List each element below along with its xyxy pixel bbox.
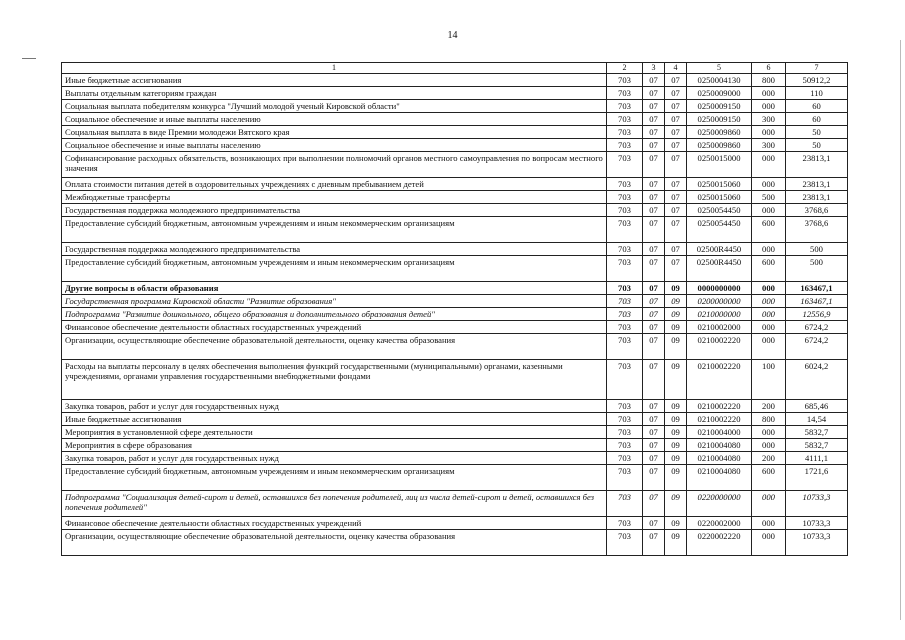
cell-vr: 000 <box>752 126 786 139</box>
cell-sum: 4111,1 <box>786 452 848 465</box>
cell-csr: 0250015060 <box>687 191 752 204</box>
cell-pr: 09 <box>665 321 687 334</box>
table-row <box>62 400 848 413</box>
cell-name: Подпрограмма "Социализация детей-сирот и детей, оставшихся без попечения родителей, лиц из числа детей-сирот и детей, оставшихся без попечения родителей" <box>62 491 607 517</box>
table-row <box>62 334 848 360</box>
cell-rz: 07 <box>643 439 665 452</box>
cell-rz: 07 <box>643 400 665 413</box>
cell-rz: 07 <box>643 256 665 282</box>
cell-vr: 000 <box>752 178 786 191</box>
table-row <box>62 321 848 334</box>
table-row <box>62 439 848 452</box>
cell-csr: 0210002220 <box>687 360 752 400</box>
cell-rz: 07 <box>643 139 665 152</box>
cell-csr: 0210004080 <box>687 439 752 452</box>
cell-csr: 0210002220 <box>687 413 752 426</box>
cell-ved: 703 <box>607 139 643 152</box>
cell-ved: 703 <box>607 204 643 217</box>
cell-rz: 07 <box>643 321 665 334</box>
cell-ved: 703 <box>607 74 643 87</box>
cell-csr: 0210004080 <box>687 452 752 465</box>
header-cell: 1 <box>62 63 607 74</box>
cell-rz: 07 <box>643 152 665 178</box>
cell-sum: 3768,6 <box>786 204 848 217</box>
table-row <box>62 139 848 152</box>
cell-rz: 07 <box>643 452 665 465</box>
cell-name: Мероприятия в установленной сфере деятельности <box>62 426 607 439</box>
cell-ved: 703 <box>607 243 643 256</box>
cell-name: Социальное обеспечение и иные выплаты населению <box>62 113 607 126</box>
cell-vr: 000 <box>752 152 786 178</box>
cell-csr: 02500R4450 <box>687 256 752 282</box>
cell-csr: 0210004000 <box>687 426 752 439</box>
table-row <box>62 530 848 556</box>
table-row <box>62 517 848 530</box>
cell-vr: 000 <box>752 334 786 360</box>
cell-name: Другие вопросы в области образования <box>62 282 607 295</box>
table-row <box>62 87 848 100</box>
cell-ved: 703 <box>607 191 643 204</box>
cell-sum: 5832,7 <box>786 439 848 452</box>
cell-ved: 703 <box>607 426 643 439</box>
cell-rz: 07 <box>643 113 665 126</box>
cell-ved: 703 <box>607 439 643 452</box>
cell-vr: 000 <box>752 321 786 334</box>
cell-ved: 703 <box>607 152 643 178</box>
cell-rz: 07 <box>643 491 665 517</box>
cell-name: Государственная поддержка молодежного предпринимательства <box>62 204 607 217</box>
table-row <box>62 243 848 256</box>
cell-rz: 07 <box>643 517 665 530</box>
cell-ved: 703 <box>607 295 643 308</box>
cell-rz: 07 <box>643 74 665 87</box>
cell-ved: 703 <box>607 465 643 491</box>
cell-pr: 07 <box>665 113 687 126</box>
cell-pr: 09 <box>665 517 687 530</box>
cell-name: Оплата стоимости питания детей в оздоровительных учреждениях с дневным пребыванием детей <box>62 178 607 191</box>
cell-vr: 200 <box>752 400 786 413</box>
cell-csr: 0250054450 <box>687 204 752 217</box>
cell-sum: 3768,6 <box>786 217 848 243</box>
cell-vr: 000 <box>752 530 786 556</box>
cell-vr: 500 <box>752 191 786 204</box>
cell-ved: 703 <box>607 308 643 321</box>
cell-name: Иные бюджетные ассигнования <box>62 74 607 87</box>
cell-rz: 07 <box>643 243 665 256</box>
table-row <box>62 256 848 282</box>
cell-sum: 50 <box>786 126 848 139</box>
cell-name: Подпрограмма "Развитие дошкольного, общего образования и дополнительного образования детей" <box>62 308 607 321</box>
cell-rz: 07 <box>643 282 665 295</box>
cell-pr: 07 <box>665 256 687 282</box>
cell-sum: 10733,3 <box>786 517 848 530</box>
cell-vr: 300 <box>752 113 786 126</box>
page-edge-line <box>900 40 901 620</box>
cell-csr: 0250009150 <box>687 113 752 126</box>
cell-pr: 09 <box>665 491 687 517</box>
table-row <box>62 113 848 126</box>
cell-csr: 0220002000 <box>687 517 752 530</box>
cell-ved: 703 <box>607 256 643 282</box>
cell-vr: 000 <box>752 243 786 256</box>
cell-csr: 0210002220 <box>687 400 752 413</box>
header-cell: 2 <box>607 63 643 74</box>
cell-sum: 110 <box>786 87 848 100</box>
table-row <box>62 178 848 191</box>
cell-rz: 07 <box>643 178 665 191</box>
table-row <box>62 308 848 321</box>
cell-name: Организации, осуществляющие обеспечение образовательной деятельности, оценку качества образования <box>62 530 607 556</box>
cell-name: Расходы на выплаты персоналу в целях обеспечения выполнения функций государственными (муниципальными) органами, казенными учреждениями, органами управления государственными внебюджетными фондами <box>62 360 607 400</box>
cell-name: Предоставление субсидий бюджетным, автономным учреждениям и иным некоммерческим организациям <box>62 256 607 282</box>
cell-vr: 200 <box>752 452 786 465</box>
table-body <box>62 63 848 556</box>
header-cell: 3 <box>643 63 665 74</box>
cell-ved: 703 <box>607 100 643 113</box>
cell-csr: 0210004080 <box>687 465 752 491</box>
cell-sum: 14,54 <box>786 413 848 426</box>
cell-csr: 0250054450 <box>687 217 752 243</box>
table-row <box>62 426 848 439</box>
cell-name: Социальная выплата победителям конкурса "Лучший молодой ученый Кировской области" <box>62 100 607 113</box>
cell-sum: 1721,6 <box>786 465 848 491</box>
cell-rz: 07 <box>643 126 665 139</box>
cell-sum: 163467,1 <box>786 282 848 295</box>
cell-pr: 07 <box>665 178 687 191</box>
cell-pr: 09 <box>665 295 687 308</box>
cell-csr: 0250009860 <box>687 139 752 152</box>
cell-ved: 703 <box>607 334 643 360</box>
cell-pr: 07 <box>665 191 687 204</box>
cell-pr: 09 <box>665 308 687 321</box>
cell-sum: 6024,2 <box>786 360 848 400</box>
cell-pr: 09 <box>665 413 687 426</box>
cell-rz: 07 <box>643 426 665 439</box>
cell-sum: 60 <box>786 100 848 113</box>
header-cell: 6 <box>752 63 786 74</box>
cell-pr: 09 <box>665 452 687 465</box>
cell-ved: 703 <box>607 452 643 465</box>
cell-ved: 703 <box>607 413 643 426</box>
table-row <box>62 217 848 243</box>
cell-rz: 07 <box>643 217 665 243</box>
cell-name: Предоставление субсидий бюджетным, автономным учреждениям и иным некоммерческим организациям <box>62 465 607 491</box>
cell-vr: 000 <box>752 517 786 530</box>
cell-pr: 07 <box>665 74 687 87</box>
cell-sum: 500 <box>786 256 848 282</box>
cell-csr: 0250009000 <box>687 87 752 100</box>
cell-ved: 703 <box>607 321 643 334</box>
cell-pr: 09 <box>665 426 687 439</box>
cell-vr: 300 <box>752 139 786 152</box>
cell-vr: 000 <box>752 282 786 295</box>
cell-sum: 500 <box>786 243 848 256</box>
cell-sum: 50912,2 <box>786 74 848 87</box>
header-row <box>62 63 848 74</box>
table-row <box>62 191 848 204</box>
cell-rz: 07 <box>643 465 665 491</box>
cell-ved: 703 <box>607 360 643 400</box>
cell-csr: 0210000000 <box>687 308 752 321</box>
cell-pr: 09 <box>665 530 687 556</box>
cell-sum: 10733,3 <box>786 491 848 517</box>
cell-vr: 000 <box>752 204 786 217</box>
cell-ved: 703 <box>607 178 643 191</box>
cell-pr: 09 <box>665 465 687 491</box>
cell-rz: 07 <box>643 295 665 308</box>
cell-name: Межбюджетные трансферты <box>62 191 607 204</box>
cell-name: Финансовое обеспечение деятельности областных государственных учреждений <box>62 517 607 530</box>
cell-csr: 0000000000 <box>687 282 752 295</box>
cell-pr: 07 <box>665 139 687 152</box>
cell-vr: 000 <box>752 87 786 100</box>
cell-csr: 0220000000 <box>687 491 752 517</box>
cell-sum: 23813,1 <box>786 152 848 178</box>
cell-ved: 703 <box>607 400 643 413</box>
cell-ved: 703 <box>607 87 643 100</box>
cell-vr: 600 <box>752 256 786 282</box>
cell-name: Социальное обеспечение и иные выплаты населению <box>62 139 607 152</box>
cell-csr: 02500R4450 <box>687 243 752 256</box>
cell-rz: 07 <box>643 100 665 113</box>
table-row <box>62 204 848 217</box>
header-cell: 7 <box>786 63 848 74</box>
cell-name: Мероприятия в сфере образования <box>62 439 607 452</box>
cell-pr: 07 <box>665 217 687 243</box>
cell-csr: 0250015000 <box>687 152 752 178</box>
cell-sum: 6724,2 <box>786 321 848 334</box>
cell-name: Софинансирование расходных обязательств, возникающих при выполнении полномочий органов местного самоуправления по вопросам местного значения <box>62 152 607 178</box>
cell-name: Закупка товаров, работ и услуг для государственных нужд <box>62 452 607 465</box>
cell-name: Организации, осуществляющие обеспечение образовательной деятельности, оценку качества образования <box>62 334 607 360</box>
cell-pr: 07 <box>665 126 687 139</box>
cell-vr: 000 <box>752 426 786 439</box>
cell-ved: 703 <box>607 113 643 126</box>
cell-csr: 0220002220 <box>687 530 752 556</box>
cell-vr: 600 <box>752 217 786 243</box>
cell-pr: 09 <box>665 400 687 413</box>
cell-csr: 0250015060 <box>687 178 752 191</box>
margin-mark <box>22 58 36 59</box>
table-row <box>62 74 848 87</box>
cell-rz: 07 <box>643 191 665 204</box>
table-row <box>62 282 848 295</box>
cell-pr: 07 <box>665 243 687 256</box>
cell-name: Закупка товаров, работ и услуг для государственных нужд <box>62 400 607 413</box>
table-row <box>62 491 848 517</box>
cell-pr: 09 <box>665 360 687 400</box>
cell-csr: 0250009150 <box>687 100 752 113</box>
table-row <box>62 100 848 113</box>
cell-pr: 07 <box>665 204 687 217</box>
cell-name: Государственная поддержка молодежного предпринимательства <box>62 243 607 256</box>
cell-ved: 703 <box>607 517 643 530</box>
cell-csr: 0250009860 <box>687 126 752 139</box>
cell-ved: 703 <box>607 530 643 556</box>
table-row <box>62 295 848 308</box>
cell-vr: 100 <box>752 360 786 400</box>
cell-rz: 07 <box>643 334 665 360</box>
cell-sum: 6724,2 <box>786 334 848 360</box>
cell-rz: 07 <box>643 204 665 217</box>
page-number: 14 <box>447 30 458 41</box>
cell-sum: 12556,9 <box>786 308 848 321</box>
cell-rz: 07 <box>643 530 665 556</box>
table-row <box>62 465 848 491</box>
cell-name: Социальная выплата в виде Премии молодежи Вятского края <box>62 126 607 139</box>
cell-vr: 000 <box>752 308 786 321</box>
cell-rz: 07 <box>643 308 665 321</box>
header-cell: 4 <box>665 63 687 74</box>
cell-rz: 07 <box>643 413 665 426</box>
cell-vr: 000 <box>752 100 786 113</box>
cell-name: Предоставление субсидий бюджетным, автономным учреждениям и иным некоммерческим организациям <box>62 217 607 243</box>
cell-name: Выплаты отдельным категориям граждан <box>62 87 607 100</box>
cell-csr: 0200000000 <box>687 295 752 308</box>
cell-sum: 685,46 <box>786 400 848 413</box>
cell-ved: 703 <box>607 491 643 517</box>
budget-table <box>61 62 848 556</box>
cell-name: Финансовое обеспечение деятельности областных государственных учреждений <box>62 321 607 334</box>
cell-sum: 60 <box>786 113 848 126</box>
cell-pr: 09 <box>665 439 687 452</box>
cell-rz: 07 <box>643 360 665 400</box>
cell-sum: 50 <box>786 139 848 152</box>
table-row <box>62 126 848 139</box>
cell-ved: 703 <box>607 282 643 295</box>
cell-csr: 0210002000 <box>687 321 752 334</box>
cell-pr: 07 <box>665 87 687 100</box>
cell-pr: 07 <box>665 152 687 178</box>
cell-pr: 09 <box>665 282 687 295</box>
cell-vr: 600 <box>752 465 786 491</box>
header-cell: 5 <box>687 63 752 74</box>
cell-sum: 10733,3 <box>786 530 848 556</box>
cell-vr: 800 <box>752 413 786 426</box>
cell-rz: 07 <box>643 87 665 100</box>
cell-sum: 23813,1 <box>786 191 848 204</box>
table-row <box>62 152 848 178</box>
table-row <box>62 360 848 400</box>
cell-ved: 703 <box>607 217 643 243</box>
cell-sum: 163467,1 <box>786 295 848 308</box>
cell-name: Государственная программа Кировской области "Развитие образования" <box>62 295 607 308</box>
cell-pr: 09 <box>665 334 687 360</box>
cell-vr: 800 <box>752 74 786 87</box>
cell-csr: 0210002220 <box>687 334 752 360</box>
cell-ved: 703 <box>607 126 643 139</box>
table-row <box>62 452 848 465</box>
cell-pr: 07 <box>665 100 687 113</box>
cell-vr: 000 <box>752 295 786 308</box>
table-row <box>62 413 848 426</box>
cell-csr: 0250004130 <box>687 74 752 87</box>
cell-name: Иные бюджетные ассигнования <box>62 413 607 426</box>
cell-sum: 23813,1 <box>786 178 848 191</box>
cell-sum: 5832,7 <box>786 426 848 439</box>
cell-vr: 000 <box>752 491 786 517</box>
cell-vr: 000 <box>752 439 786 452</box>
